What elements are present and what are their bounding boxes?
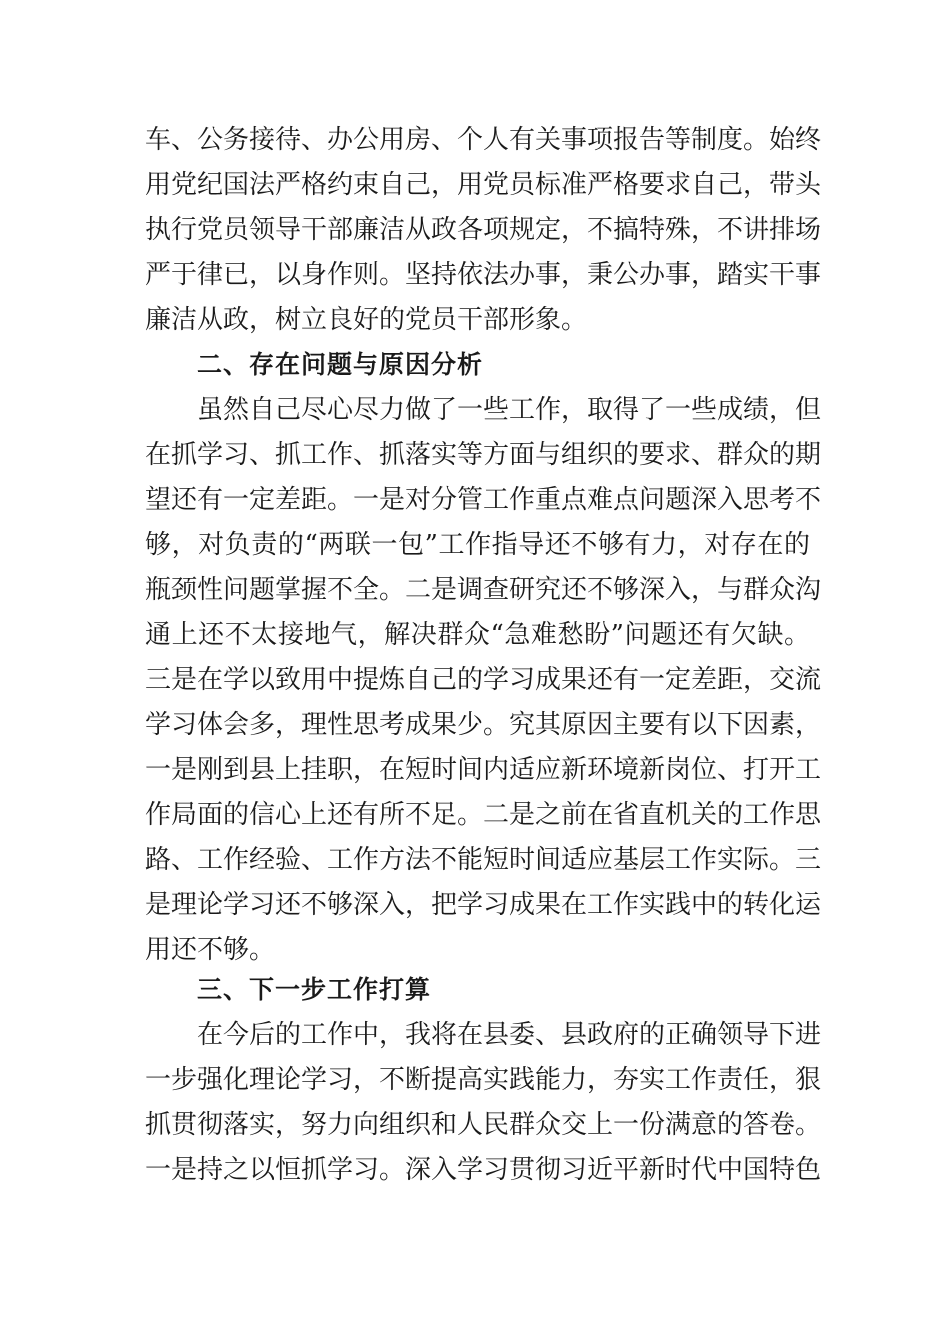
body-text-line: 够，对负责的“两联一包”工作指导还不够有力，对存在的 — [145, 530, 810, 560]
body-text-line: 在抓学习、抓工作、抓落实等方面与组织的要求、群众的期 — [145, 440, 822, 470]
body-text-line: 车、公务接待、办公用房、个人有关事项报告等制度。始终 — [145, 125, 822, 155]
body-text-line: 三是在学以致用中提炼自己的学习成果还有一定差距，交流 — [145, 665, 822, 695]
body-text-line: 抓贯彻落实，努力向组织和人民群众交上一份满意的答卷。 — [145, 1110, 822, 1140]
body-text-line: 用还不够。 — [145, 935, 276, 965]
body-text-line: 作局面的信心上还有所不足。二是之前在省直机关的工作思 — [145, 800, 822, 830]
body-text-line: 通上还不太接地气，解决群众“急难愁盼”问题还有欠缺。 — [145, 620, 810, 650]
section-heading: 三、下一步工作打算 — [197, 975, 432, 1004]
paragraph-first-line: 在今后的工作中，我将在县委、县政府的正确领导下进 — [197, 1020, 822, 1050]
paragraph-first-line: 虽然自己尽心尽力做了一些工作，取得了一些成绩，但 — [197, 395, 822, 425]
body-text-line: 一是持之以恒抓学习。深入学习贯彻习近平新时代中国特色 — [145, 1155, 822, 1185]
body-text-line: 用党纪国法严格约束自己，用党员标准严格要求自己，带头 — [145, 170, 822, 200]
body-text-line: 严于律已，以身作则。坚持依法办事，秉公办事，踏实干事 — [145, 260, 822, 290]
body-text-line: 廉洁从政，树立良好的党员干部形象。 — [145, 305, 588, 335]
body-text-line: 执行党员领导干部廉洁从政各项规定，不搞特殊，不讲排场 — [145, 215, 822, 245]
body-text-line: 一是刚到县上挂职，在短时间内适应新环境新岗位、打开工 — [145, 755, 822, 785]
section-heading: 二、存在问题与原因分析 — [197, 350, 484, 379]
body-text-line: 一步强化理论学习，不断提高实践能力，夯实工作责任，狠 — [145, 1065, 822, 1095]
body-text-line: 望还有一定差距。一是对分管工作重点难点问题深入思考不 — [145, 485, 822, 515]
body-text-line: 瓶颈性问题掌握不全。二是调查研究还不够深入，与群众沟 — [145, 575, 822, 605]
body-text-line: 学习体会多，理性思考成果少。究其原因主要有以下因素， — [145, 710, 822, 740]
body-text-line: 路、工作经验、工作方法不能短时间适应基层工作实际。三 — [145, 845, 822, 875]
body-text-line: 是理论学习还不够深入，把学习成果在工作实践中的转化运 — [145, 890, 822, 920]
